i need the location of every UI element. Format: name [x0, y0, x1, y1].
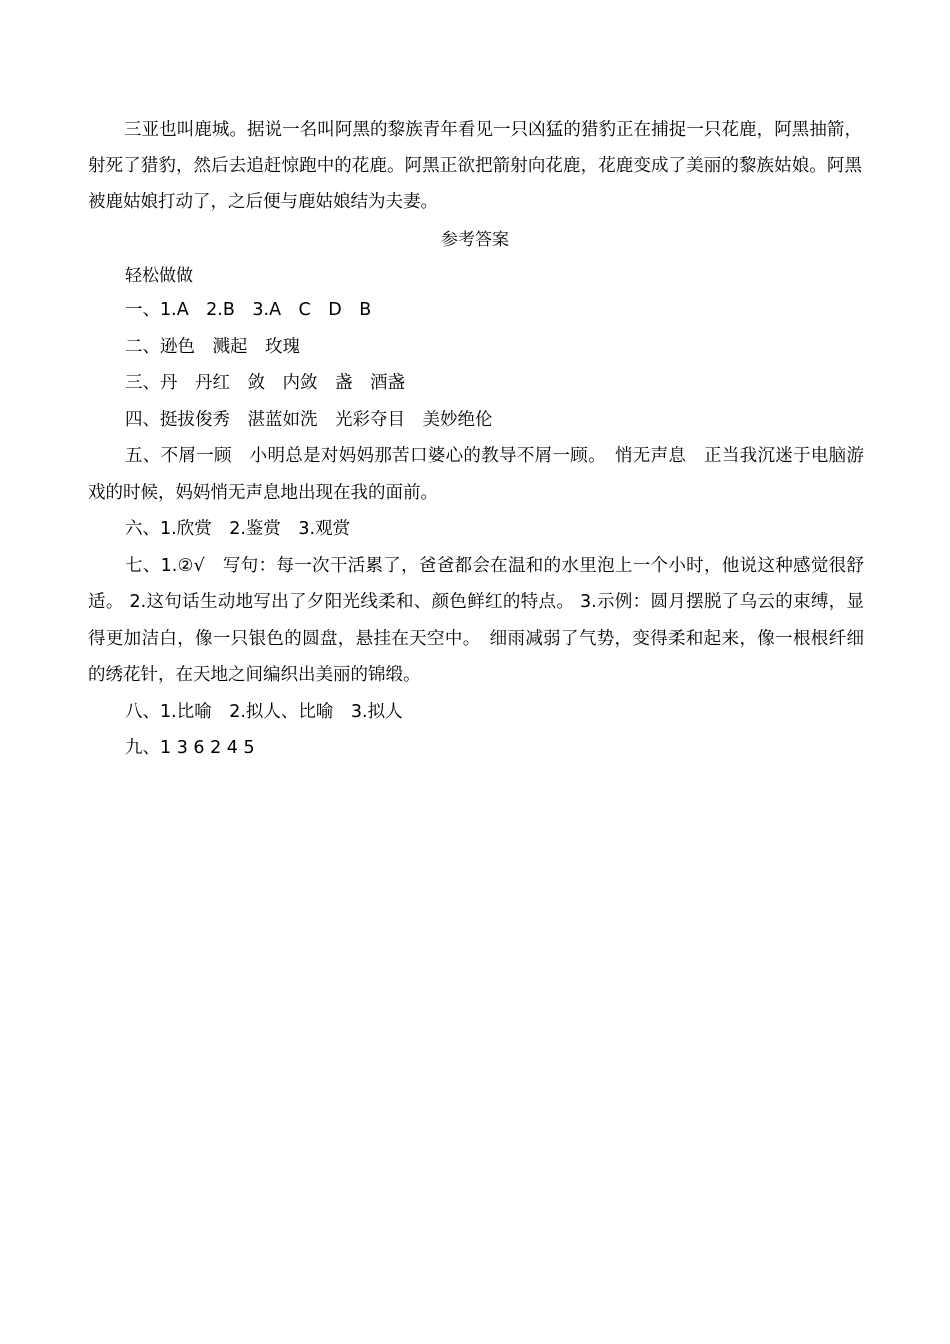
- section-heading: 轻松做做: [125, 266, 193, 286]
- answer-item-3: 三、丹 丹红 敛 内敛 盏 酒盏: [125, 373, 405, 393]
- intro-paragraph: 三亚也叫鹿城。据说一名叫阿黑的黎族青年看见一只凶猛的猎豹正在捕捉一只花鹿，阿黑抽箭，射死了猎豹，然后去追赶惊跑中的花鹿。阿黑正欲把箭射向花鹿，花鹿变成了美丽的黎族姑娘。阿黑被鹿姑娘打动了，之后便与鹿姑娘结为夫妻。: [88, 120, 862, 212]
- answer-item-9: 九、1 3 6 2 4 5: [125, 738, 255, 758]
- answer-item-5: 五、不屑一顾 小明总是对妈妈那苦口婆心的教导不屑一顾。 悄无声息 正当我沉迷于电脑游戏的时候，妈妈悄无声息地出现在我的面前。: [88, 446, 864, 503]
- answer-item-6: 六、1.欣赏 2.鉴赏 3.观赏: [125, 519, 351, 539]
- answer-list: [88, 292, 864, 767]
- answer-item-2: 二、逊色 溅起 玫瑰: [125, 336, 300, 357]
- answer-item-7: 七、1.②√ 写句：每一次干活累了，爸爸都会在温和的水里泡上一个小时，他说这种感觉很舒适。 2.这句话生动地写出了夕阳光线柔和、颜色鲜红的特点。 3.示例：圆月摆脱了乌云的束缚，显得更加洁白，像一只银色的圆盘，悬挂在天空中。 细雨减弱了气势，变得柔和起来，像一根根纤细的绣花针，在天地之间编织出美丽的锦缎。: [88, 555, 864, 685]
- answer-item-4: 四、挺拔俊秀 湛蓝如洗 光彩夺目 美妙绝伦: [125, 409, 493, 430]
- answer-item-1: 一、1.A 2.B 3.A C D B: [125, 300, 372, 320]
- answers-title: 参考答案: [441, 230, 509, 250]
- answer-item-8: 八、1.比喻 2.拟人、比喻 3.拟人: [125, 701, 403, 722]
